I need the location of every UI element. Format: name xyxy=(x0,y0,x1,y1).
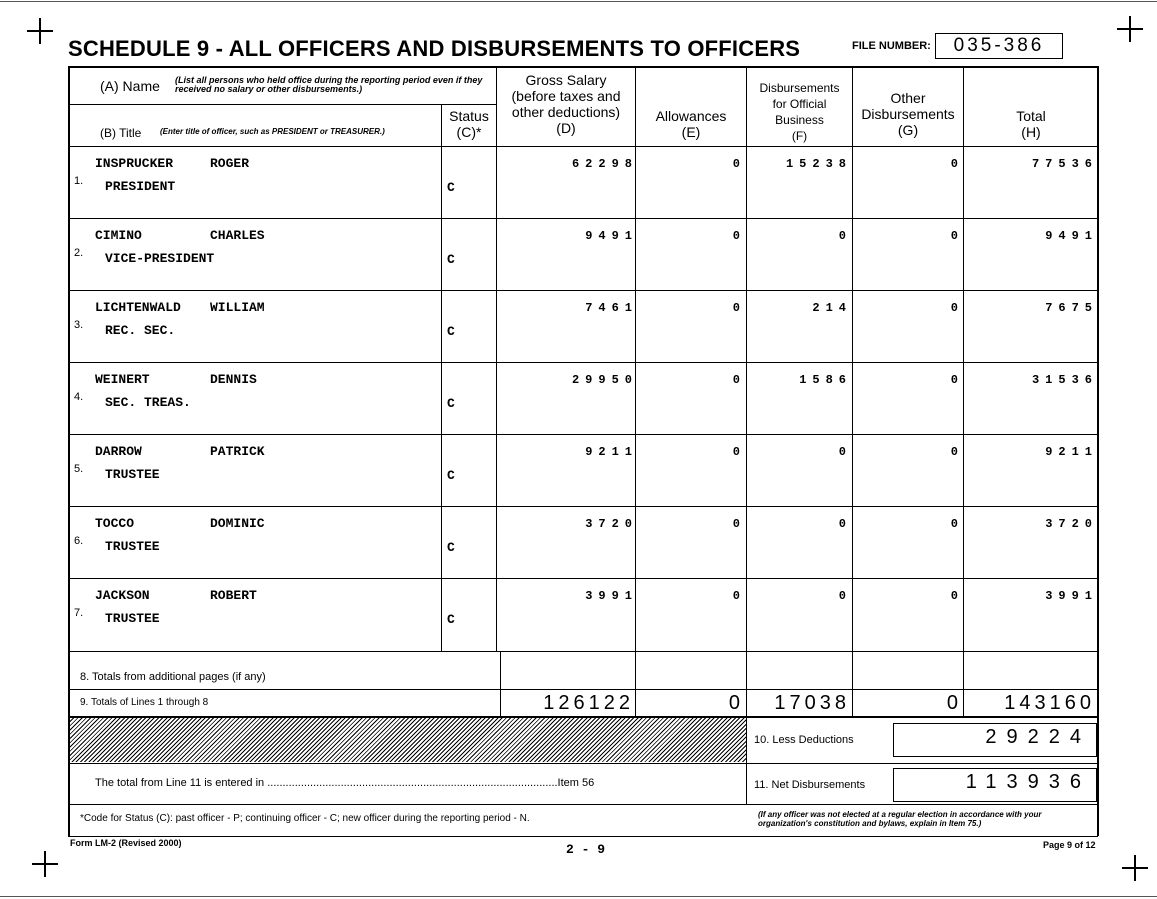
cell-other: 0 xyxy=(950,445,964,459)
line-number: 6. xyxy=(74,535,84,547)
less-deductions-label: 10. Less Deductions xyxy=(754,734,854,746)
election-note: (If any officer was not elected at a regular election in accordance with your organization's constitution and bylaws, explain in Item 75.) xyxy=(758,810,1042,828)
header-allowances: Allowances (E) xyxy=(655,108,727,140)
grid-line xyxy=(68,651,1098,652)
officer-status: C xyxy=(447,540,455,555)
cell-gross: 62298 xyxy=(571,157,638,171)
cell-total: 7675 xyxy=(1045,301,1098,315)
cell-total: 31536 xyxy=(1031,373,1098,387)
total-disbursements: 17038 xyxy=(774,692,850,714)
grid-line xyxy=(746,718,747,804)
line-number: 5. xyxy=(74,463,84,475)
total-total: 143160 xyxy=(1004,692,1095,714)
cell-other: 0 xyxy=(950,589,964,603)
cell-disb: 214 xyxy=(812,301,852,315)
officer-last-name: JACKSON xyxy=(95,588,150,603)
cell-allow: 0 xyxy=(732,373,746,387)
officer-title: TRUSTEE xyxy=(105,539,160,554)
header-other: Other Disbursements (G) xyxy=(861,90,955,138)
cell-allow: 0 xyxy=(732,229,746,243)
header-status: Status (C)* xyxy=(449,108,489,140)
grid-line xyxy=(441,104,442,651)
hatched-area xyxy=(70,718,746,762)
cell-disb: 0 xyxy=(838,445,852,459)
cell-allow: 0 xyxy=(732,445,746,459)
page-title: SCHEDULE 9 - ALL OFFICERS AND DISBURSEMENTS TO OFFICERS xyxy=(68,36,801,61)
grid-line xyxy=(68,506,1098,507)
officer-last-name: DARROW xyxy=(95,444,142,459)
line8-label: 8. Totals from additional pages (if any) xyxy=(80,671,266,683)
grid-line xyxy=(68,578,1098,579)
header-disbursements: Disbursements for Official Business (F) xyxy=(759,81,840,143)
officer-first-name: PATRICK xyxy=(210,444,265,459)
officer-title: VICE-PRESIDENT xyxy=(105,251,215,266)
registration-mark xyxy=(1122,855,1148,881)
grid-line xyxy=(68,104,496,105)
less-deductions-value: 29224 xyxy=(985,726,1091,748)
officer-last-name: WEINERT xyxy=(95,372,150,387)
total-other: 0 xyxy=(946,692,962,714)
page-center: 2 - 9 xyxy=(566,842,606,857)
grid-line xyxy=(68,146,1098,147)
net-value: 113936 xyxy=(965,771,1091,793)
grid-line xyxy=(68,434,1098,435)
officer-title: TRUSTEE xyxy=(105,611,160,626)
officer-first-name: DOMINIC xyxy=(210,516,265,531)
form-label: Form LM-2 (Revised 2000) xyxy=(70,838,182,848)
cell-gross: 7461 xyxy=(585,301,638,315)
cell-total: 3720 xyxy=(1045,517,1098,531)
officer-status: C xyxy=(447,252,455,267)
cell-gross: 3720 xyxy=(585,517,638,531)
officer-last-name: CIMINO xyxy=(95,228,142,243)
cell-total: 77536 xyxy=(1031,157,1098,171)
grid-line xyxy=(68,66,1098,68)
cell-other: 0 xyxy=(950,301,964,315)
registration-mark xyxy=(27,18,53,44)
grid-line xyxy=(68,689,1098,690)
cell-disb: 0 xyxy=(838,229,852,243)
cell-disb: 0 xyxy=(838,589,852,603)
officer-title: TRUSTEE xyxy=(105,467,160,482)
grid-line xyxy=(68,218,1098,219)
page-number: Page 9 of 12 xyxy=(1043,840,1096,850)
bottom-border xyxy=(0,896,1157,897)
line-number: 7. xyxy=(74,607,84,619)
cell-allow: 0 xyxy=(732,517,746,531)
cell-gross: 9211 xyxy=(585,445,638,459)
cell-other: 0 xyxy=(950,157,964,171)
cell-total: 9211 xyxy=(1045,445,1098,459)
cell-other: 0 xyxy=(950,229,964,243)
line9-label: 9. Totals of Lines 1 through 8 xyxy=(80,697,209,708)
cell-allow: 0 xyxy=(732,589,746,603)
header-total: Total (H) xyxy=(1016,108,1046,140)
grid-line xyxy=(68,362,1098,363)
total-gross: 126122 xyxy=(543,692,634,714)
officer-status: C xyxy=(447,396,455,411)
cell-allow: 0 xyxy=(732,157,746,171)
officer-status: C xyxy=(447,468,455,483)
total-allowances: 0 xyxy=(728,692,744,714)
officer-status: C xyxy=(447,612,455,627)
line-number: 4. xyxy=(74,391,84,403)
header-gross: Gross Salary (before taxes and other deductions) (D) xyxy=(511,72,621,136)
cell-gross: 29950 xyxy=(571,373,638,387)
officer-title: SEC. TREAS. xyxy=(105,395,191,410)
cell-disb: 1586 xyxy=(799,373,852,387)
officer-title: REC. SEC. xyxy=(105,323,176,338)
officer-first-name: ROGER xyxy=(210,156,250,171)
top-border xyxy=(0,1,1157,2)
net-label: 11. Net Disbursements xyxy=(754,779,866,791)
file-number-label: FILE NUMBER: xyxy=(852,40,931,52)
line-number: 1. xyxy=(74,175,84,187)
officer-last-name: INSPRUCKER xyxy=(95,156,174,171)
line11-note: The total from Line 11 is entered in ...............................................................................................Item 56 xyxy=(95,777,595,789)
cell-total: 3991 xyxy=(1045,589,1098,603)
cell-other: 0 xyxy=(950,373,964,387)
grid-line xyxy=(496,66,497,651)
officer-first-name: DENNIS xyxy=(210,372,257,387)
cell-other: 0 xyxy=(950,517,964,531)
officer-status: C xyxy=(447,180,455,195)
grid-line xyxy=(68,290,1098,291)
grid-line xyxy=(68,804,1098,805)
officer-first-name: CHARLES xyxy=(210,228,265,243)
cell-gross: 9491 xyxy=(585,229,638,243)
registration-mark xyxy=(32,851,58,877)
status-code-note: *Code for Status (C): past officer - P; continuing officer - C; new officer during the reporting period - N. xyxy=(80,813,530,824)
officer-status: C xyxy=(447,324,455,339)
officer-first-name: WILLIAM xyxy=(210,300,265,315)
line-number: 2. xyxy=(74,247,84,259)
officer-first-name: ROBERT xyxy=(210,588,257,603)
grid-line xyxy=(68,763,1098,764)
line-number: 3. xyxy=(74,319,84,331)
cell-disb: 0 xyxy=(838,517,852,531)
cell-total: 9491 xyxy=(1045,229,1098,243)
officer-last-name: TOCCO xyxy=(95,516,135,531)
officer-title: PRESIDENT xyxy=(105,179,176,194)
registration-mark xyxy=(1117,16,1143,42)
grid-line xyxy=(68,836,1098,837)
file-number: 035-386 xyxy=(935,33,1063,59)
cell-gross: 3991 xyxy=(585,589,638,603)
cell-disb: 15238 xyxy=(785,157,852,171)
officer-last-name: LICHTENWALD xyxy=(95,300,181,315)
cell-allow: 0 xyxy=(732,301,746,315)
